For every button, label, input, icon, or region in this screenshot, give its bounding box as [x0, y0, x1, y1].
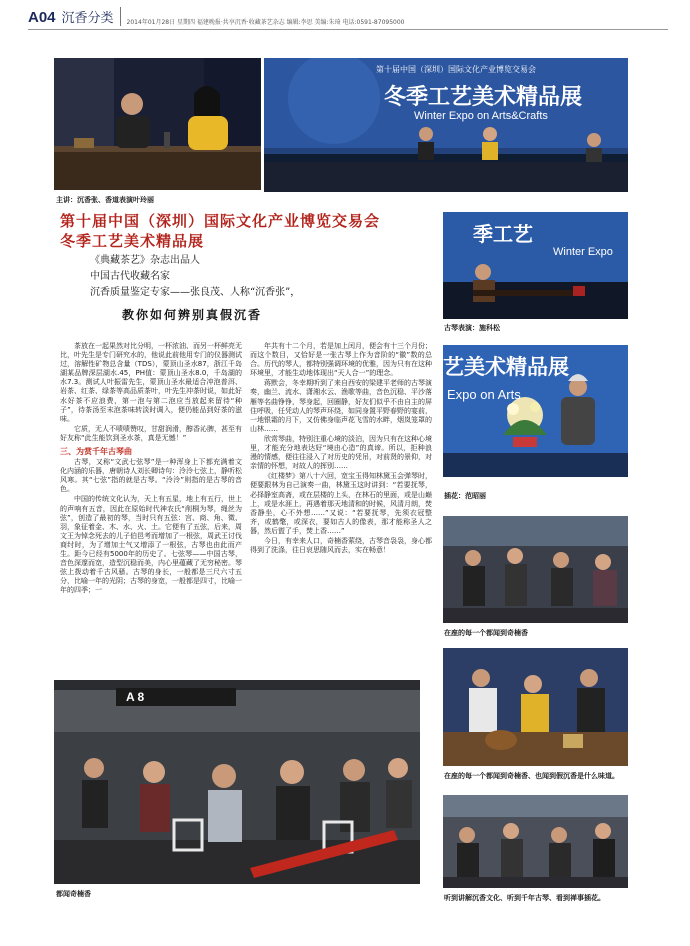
article-subtitle: 教你如何辨别真假沉香	[122, 308, 263, 322]
paragraph: 蒋默会，冬幸期听到了来自西安的梁建平老师的古琴演奏，幽兰、流水、潇湘水云、渔歌等曲，音色沉稳、平沙落雁等名曲铮铮，琴身起，回圈静，好友们似乎不由自主的屏住呼吸，任凭动人的琴声环绕，如同身置平野春野的宴前，一地银霜的月下，又仿佛身临声花飞雪的水畔，烟岚笼罩的山林……	[250, 379, 432, 433]
speakers-photo	[54, 58, 261, 190]
large-audience-caption: 都闻奇楠香	[56, 890, 91, 898]
paragraph: 古琴，又称“文武七弦琴”是一种浑身上下都充满着文化内涵的乐器，唐朝诗人刘长卿诗句：泠泠七弦上，静听松风寒。其“七弦”指的就是古琴。“泠泠”则指的是古琴的音色。	[60, 458, 242, 494]
flower-arrangement-photo	[443, 345, 628, 477]
flower-caption: 插花：范昭丽	[444, 492, 486, 500]
guqin-caption: 古琴表演：施科松	[444, 324, 500, 332]
intro-line3: 沉香质量鉴定专家——张良茂、人称“沉香张”，	[90, 287, 301, 298]
audience-caption-1: 在座的每一个都闻到奇楠香	[444, 629, 528, 637]
guqin-photo	[443, 212, 628, 319]
paragraph: 今日，有幸来人口，奇楠香萦绕，古琴音袅袅，身心都得到了洗涤，往日哀思随风而去，实在畅意！	[250, 536, 432, 555]
audience-photo-3	[443, 795, 628, 888]
article-column-2	[250, 342, 432, 660]
hall-sign: A 8	[126, 690, 145, 704]
intro-line2: 中国古代收藏名家	[90, 271, 170, 282]
paragraph: 中国的传统文化认为，天上有五星，地上有五行，世上的声响有五音，因此在原始时代神农氏“削桐为琴，绳丝为弦”，创造了最初的琴，当时只有五弦：宫、商、角、徵、羽，象征着金、木、水、火、土。它便有了五弦，后来，周文王为悼念死去的儿子伯邑考而增加了一根弦，周武王讨伐商纣时，为了增加士气又增添了一根弦，古琴也由此而产生。距今已经有5000年的历史了。七弦琴——中国古琴，音色深邃而宽，造型沉稳而美，内心里蕴藏了无穷秘密。琴弦上拨动着千古风骚。古琴的身长，一般都是三尺六寸五分，比喻一年的光阴；古琴的身宽，一般都是四寸，比喻一年的四季；一	[60, 495, 242, 595]
flower-banner-cn: 艺美术精品展	[443, 354, 569, 379]
paragraph: 《红楼梦》第八十六回，宽宝玉得知林黛玉会弹琴时，便要跟林为自己演奏一曲，林黛玉这时讲到：“若要抚琴，必择静室高斋，或在层楼的上头，在林石的里面，或是山巅上，或是水涯上，再遇着那天地清和的时候，风清月朗，焚香静坐，心不外想……”又说：“若要抚琴，先须衣冠整齐，或鹤氅，或深衣，要如古人的像表，那才能称圣人之器，然后盥了手，焚上香……”	[250, 472, 432, 535]
issue-info: 2014年01月28日 星期四 福建晚报·共享沉香·收藏茶艺杂志 编辑:李思 美编:朱琦 电话:0591-87095000	[126, 19, 405, 26]
intro-line1: 《典藏茶艺》杂志出品人	[90, 255, 200, 266]
article-title-line1: 第十届中国（深圳）国际文化产业博览交易会	[60, 212, 381, 230]
speakers-caption: 主讲：沉香张、香道表演叶玲丽	[56, 196, 154, 204]
flower-banner-en: Expo on Arts	[447, 387, 521, 402]
article-title	[60, 211, 430, 251]
paragraph: 茶放在一起果然对比分明，一杯浓油、而另一杯鲜亮无比，叶先生是专门研究水的，他说此前他用专门的仪器测试过，溶解性矿物总含量（TDS），蒙顶山圣水87，浙江千岛湖某品牌深层湖水.45，PH值：蒙顶山圣水8.0，千岛湖的水7.3。测试人叶振雷先生，蒙顶山圣水最适合冲泡普洱、岩茶、红茶、绿茶等高品质茶叶，叶先生冲茶时说，如此好水好茶不应浪费，第一泡与第二泡应当放起来留待“种子”，待茶汤至末泡茶味转淡时调入，便仍能品到好茶的滋味。	[60, 342, 242, 423]
audience-photo-1	[443, 516, 628, 623]
audience-caption-3: 听到讲解沉香文化、听到千年古琴、看到禅事插花。	[444, 894, 605, 902]
paragraph: 年共有十二个月，若是加上闰月，便会有十三个月份；而这个数目，又恰好是一张古琴上作为音阶的“徽”数的总合。历代的琴人，都特别强调环境的优雅，因为只有在这种环境里，才能生动地体现出“天人合一”的理念。	[250, 342, 432, 378]
guqin-banner-en: Winter Expo	[553, 246, 613, 258]
expo-banner-cn: 冬季工艺美术精品展	[384, 84, 583, 110]
section-heading: 三、为赏千年古琴曲	[60, 447, 132, 457]
large-audience-photo	[54, 680, 420, 884]
page-header	[28, 8, 668, 30]
article-title-line2: 冬季工艺美术精品展	[60, 232, 205, 250]
paragraph: 它质，无人不啧啧赞叹，甘甜润滑，醇香沁脾，甚至有好友称“此生能饮到圣水茶，真是无憾！”	[60, 424, 242, 442]
winter-expo-stage-photo	[264, 58, 628, 192]
intro-block	[90, 253, 420, 301]
guqin-banner-cn: 季工艺	[473, 222, 533, 246]
section-name: 沉香分类	[62, 7, 121, 26]
audience-photo-2	[443, 648, 628, 766]
expo-banner-en: Winter Expo on Arts&Crafts	[414, 110, 548, 122]
paragraph: 欣赏琴曲，特别注重心境的淡泊，因为只有在这种心境里，才能充分地表达好“境由心造”的真谛。所以，拒种浪漫的情感，便往往浸入了对历史的凭吊，对前贤的景仰，对亲情的怀想，对故人的挥别……	[250, 434, 432, 471]
audience-caption-2: 在座的每一个都闻到奇楠香、也闻到假沉香是什么味道。	[444, 772, 619, 780]
article-column-1	[60, 342, 242, 672]
fair-title-banner: 第十届中国（深圳）国际文化产业博览交易会	[376, 65, 536, 74]
page-number: A04	[28, 9, 56, 26]
